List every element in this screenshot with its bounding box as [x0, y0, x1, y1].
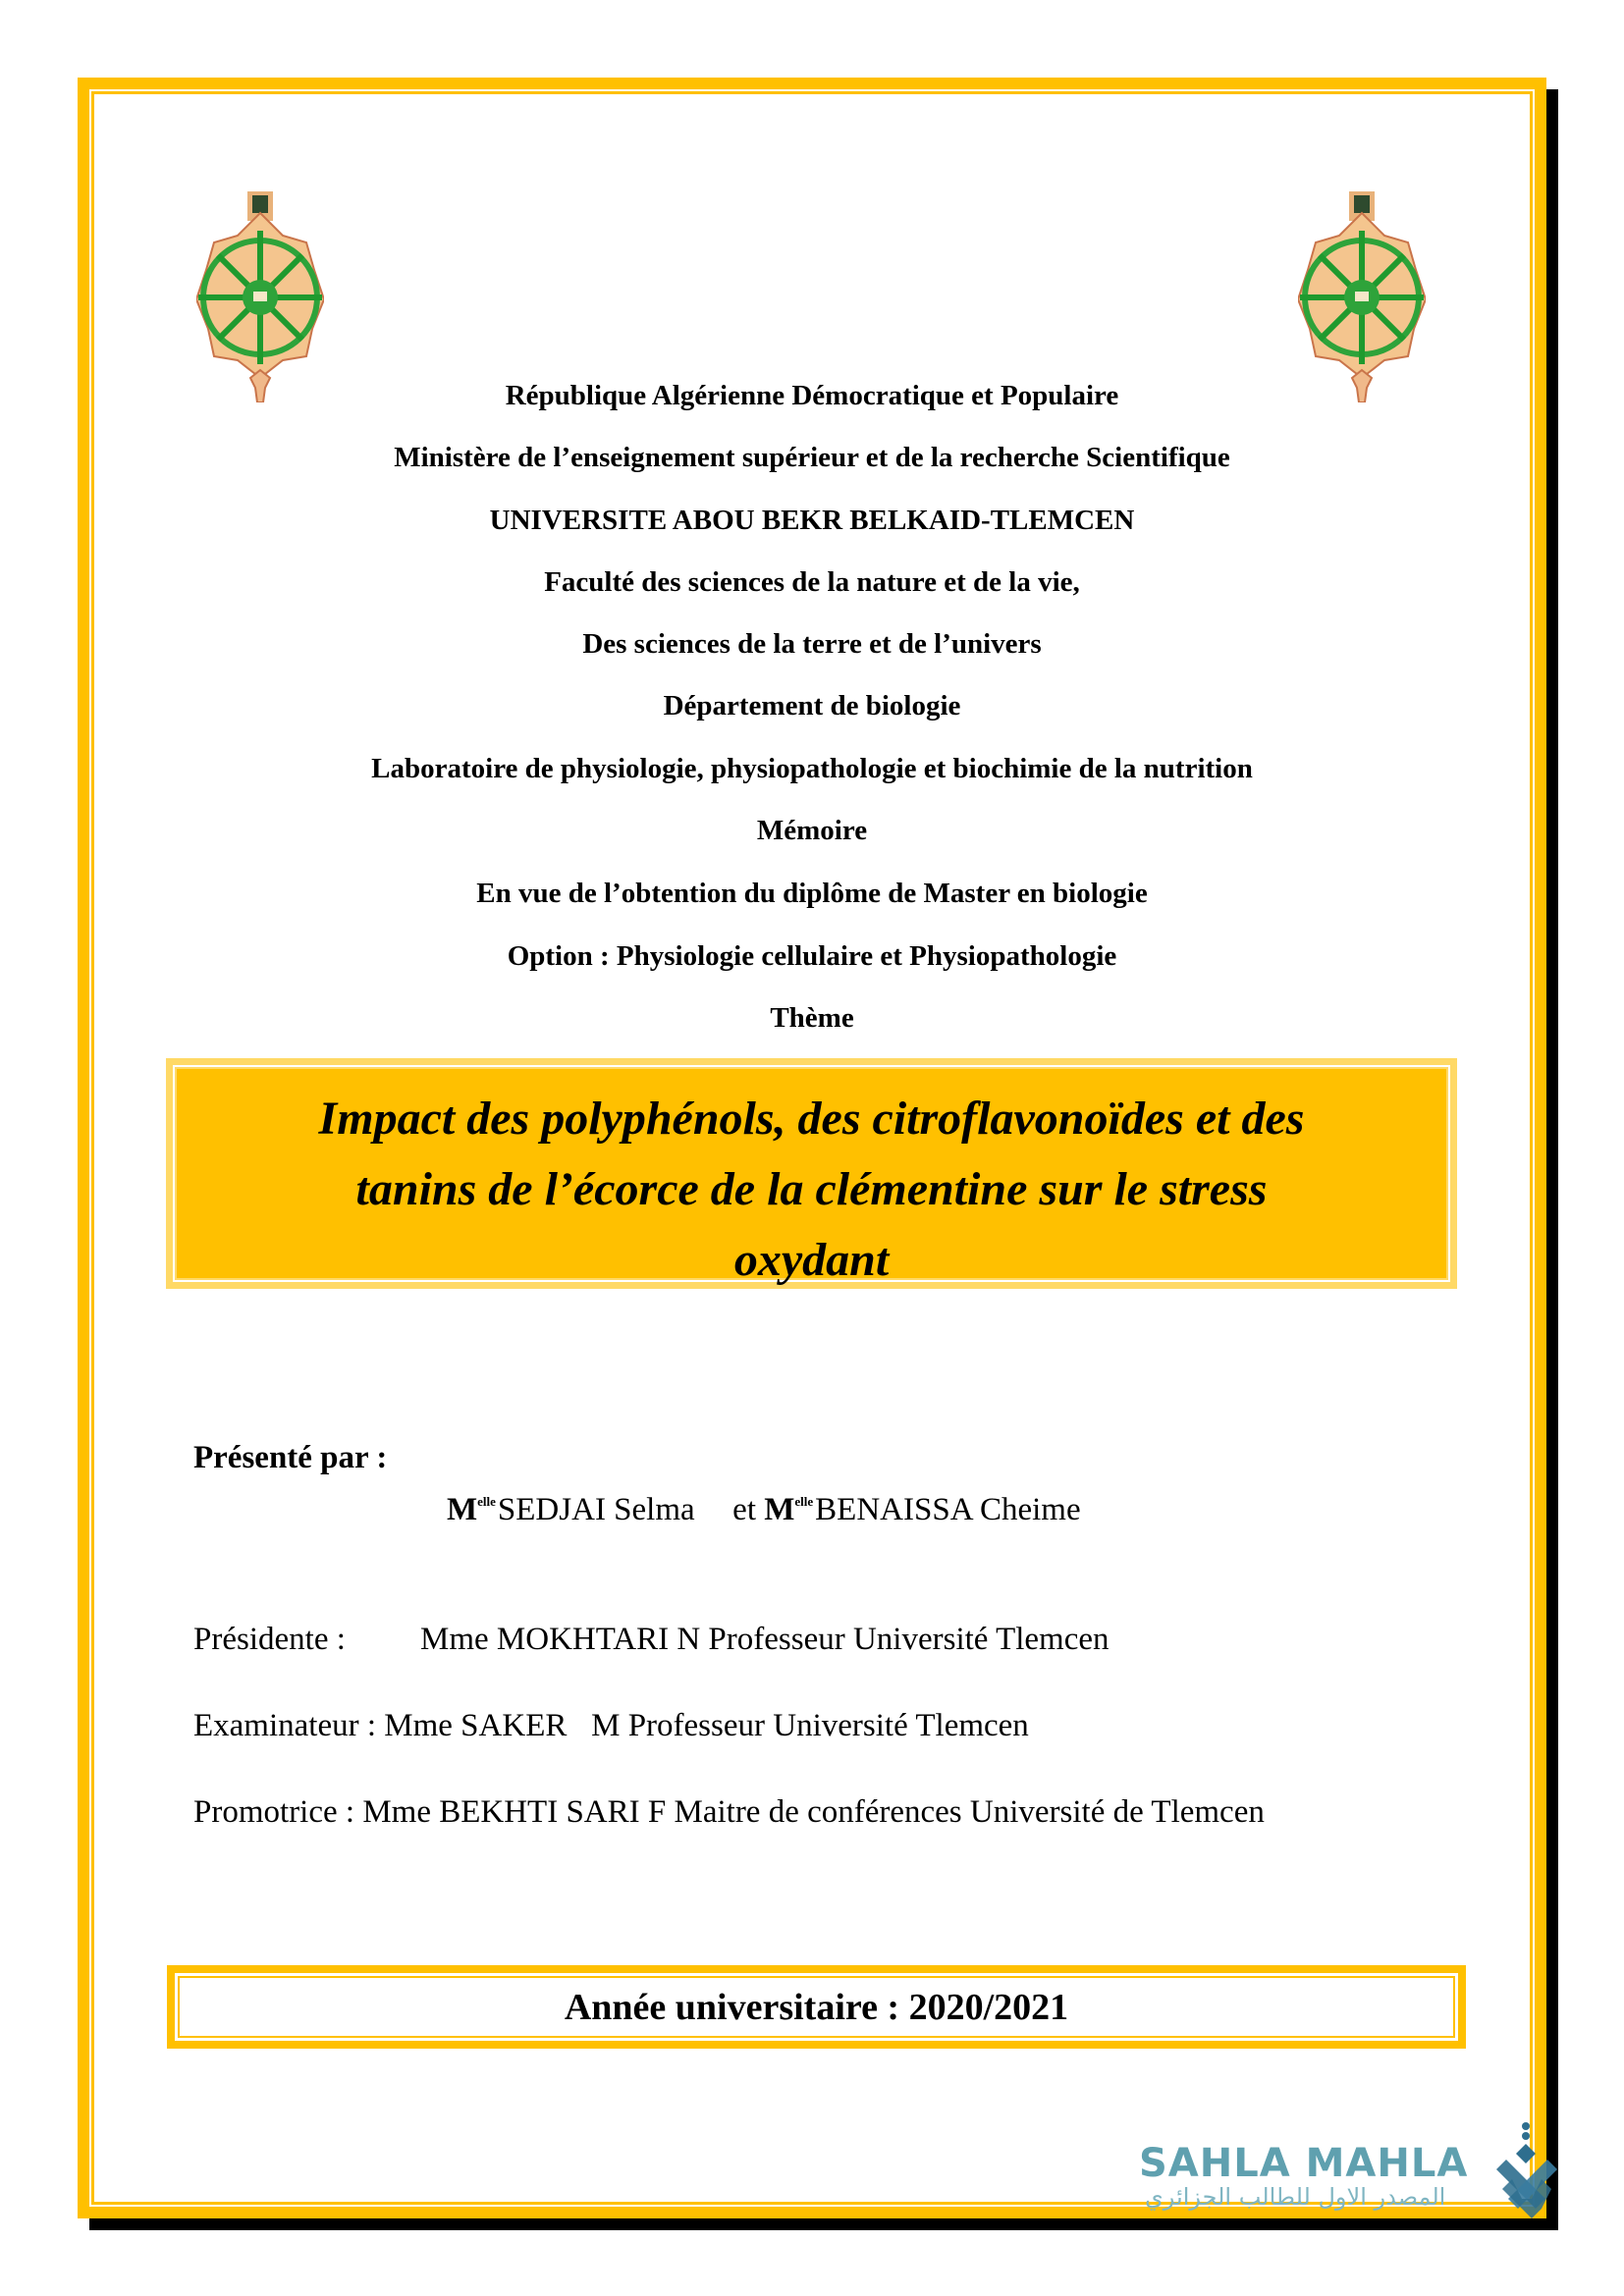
jury-details: Mme MOKHTARI N Professeur Université Tlemcen — [420, 1622, 1110, 1657]
student-name: SEDJAI Selma — [497, 1492, 695, 1527]
thesis-title-line: Impact des polyphénols, des citroflavonoïdes et des — [318, 1093, 1305, 1145]
jury-role: Examinateur : — [193, 1708, 377, 1743]
thesis-title-line: tanins de l’écorce de la clémentine sur le stress — [355, 1163, 1268, 1215]
presented-by-label: Présenté par : — [193, 1440, 388, 1475]
theme-label: Thème — [770, 1002, 854, 1034]
laboratory-name: Laboratoire de physiologie, physiopathologie et biochimie de la nutrition — [371, 753, 1253, 784]
student-names — [447, 1482, 1081, 1529]
country-name: République Algérienne Démocratique et Populaire — [505, 380, 1119, 411]
jury-details: Mme SAKER M Professeur Université Tlemcen — [384, 1708, 1029, 1743]
names-connector: et — [732, 1492, 756, 1527]
jury-member-president — [193, 1620, 1110, 1659]
sahla-mahla-watermark — [1139, 2142, 1551, 2220]
jury-details: Mme BEKHTI SARI F Maitre de conférences Université de Tlemcen — [362, 1794, 1265, 1830]
jury-role: Présidente : — [193, 1622, 346, 1657]
jury-member-examiner — [193, 1706, 1029, 1745]
student-title: M — [764, 1492, 795, 1527]
degree-purpose: En vue de l’obtention du diplôme de Master en biologie — [476, 878, 1148, 909]
watermark-arabic-text: المصدر الاول للطالب الجزائري — [1145, 2183, 1446, 2211]
academic-year-box — [167, 1965, 1466, 2049]
department-name: Département de biologie — [663, 690, 961, 721]
student-title-suffix: elle — [477, 1494, 496, 1509]
university-emblem-icon — [196, 191, 324, 402]
student-title-suffix: elle — [794, 1494, 814, 1509]
faculty-name: Faculté des sciences de la nature et de la vie, — [544, 566, 1080, 598]
university-name: UNIVERSITE ABOU BEKR BELKAID-TLEMCEN — [489, 505, 1135, 536]
student-name: BENAISSA Cheime — [815, 1492, 1081, 1527]
student-title: M — [447, 1492, 478, 1527]
jury-member-supervisor — [193, 1792, 1265, 1832]
document-type: Mémoire — [756, 815, 868, 846]
option-specialty: Option : Physiologie cellulaire et Physiopathologie — [507, 940, 1117, 972]
thesis-title — [166, 1084, 1457, 1296]
watermark-calligraphy-icon — [1492, 2120, 1561, 2228]
faculty-name-continued: Des sciences de la terre et de l’univers — [582, 628, 1042, 660]
jury-role: Promotrice : — [193, 1794, 355, 1830]
university-emblem-icon — [1298, 191, 1426, 402]
thesis-title-line: oxydant — [733, 1234, 890, 1286]
ministry-name: Ministère de l’enseignement supérieur et de la recherche Scientifique — [394, 442, 1230, 473]
theme-title-box — [166, 1058, 1457, 1289]
academic-year: Année universitaire : 2020/2021 — [564, 1986, 1069, 2028]
watermark-latin-text: SAHLA MAHLA — [1139, 2141, 1469, 2186]
